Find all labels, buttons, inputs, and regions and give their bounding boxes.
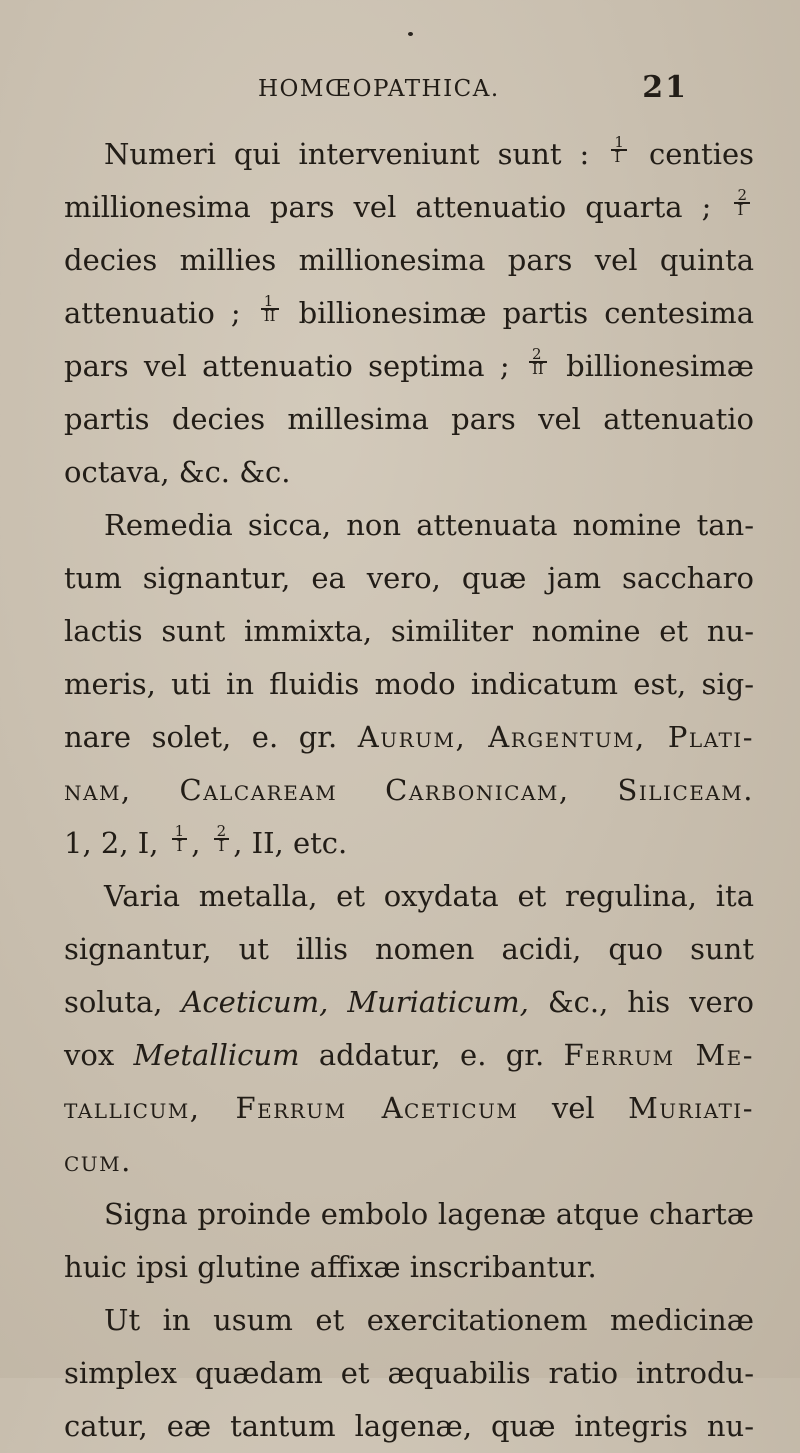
text-line: meris, uti in fluidis modo indicatum est, sig- [64, 667, 754, 701]
small-caps-fragment: Muriati- [628, 1091, 755, 1125]
text-line [64, 711, 754, 764]
running-title: HOMŒOPATHICA. [258, 76, 500, 102]
fraction: $\frac{2}{I}$ [214, 825, 230, 853]
text-fragment: attenuatio ; [64, 296, 241, 330]
text-line: simplex quædam et æquabilis ratio introdu- [64, 1356, 754, 1390]
text-line [64, 976, 754, 1029]
body-text [64, 128, 754, 1453]
text-fragment: pars vel attenuatio septima ; [64, 349, 510, 383]
text-line: decies millies millionesima pars vel quinta [64, 243, 754, 277]
text-fragment: soluta, [64, 985, 163, 1019]
text-fragment: Numeri qui interveniunt sunt : [104, 137, 590, 171]
fraction: $\frac{2}{II}$ [529, 348, 547, 376]
text-fragment: vox [64, 1038, 115, 1072]
text-fragment: vel [551, 1091, 595, 1125]
text-fragment: II, etc. [251, 826, 348, 860]
text-fragment: addatur, e. gr. [318, 1038, 545, 1072]
text-line [64, 287, 754, 340]
fraction: $\frac{1}{I}$ [611, 136, 627, 164]
italic-fragment: Aceticum, [181, 985, 329, 1019]
text-fragment: billionesimæ partis centesima [298, 296, 755, 330]
text-fragment: millionesima pars vel attenuatio quarta ; [64, 190, 712, 224]
running-header [258, 70, 688, 112]
text-fragment: &c., his vero [547, 985, 755, 1019]
small-caps-fragment: tallicum, Ferrum Aceticum [64, 1091, 519, 1125]
text-line: Signa proinde embolo lagenæ atque chartæ [104, 1197, 754, 1231]
text-fragment: centies [648, 137, 755, 171]
text-line [64, 1029, 754, 1082]
text-line: 1, 2, I, $\frac{1}{I}$ , $\frac{2}{I}$ , II, etc. [64, 822, 348, 860]
small-caps-fragment: Aurum, Argentum, Plati- [357, 720, 755, 754]
text-line: cum. [64, 1144, 132, 1178]
text-line: lactis sunt immixta, similiter nomine et nu- [64, 614, 754, 648]
text-line: Ut in usum et exercitationem medicinæ [104, 1303, 754, 1337]
fraction: $\frac{1}{I}$ [172, 825, 188, 853]
text-line: Remedia sicca, non attenuata nomine tan- [104, 508, 754, 542]
text-fragment: 1, 2, I, [64, 826, 159, 860]
fraction: $\frac{2}{I}$ [734, 189, 750, 217]
ink-speck [408, 32, 413, 36]
italic-fragment: Muriaticum, [347, 985, 529, 1019]
text-line: nam, Calcaream Carbonicam, Siliceam. [64, 773, 754, 807]
italic-fragment: Metallicum [133, 1038, 300, 1072]
text-line: catur, eæ tantum lagenæ, quæ integris nu- [64, 1409, 754, 1443]
text-line: octava, &c. &c. [64, 455, 291, 489]
text-line: partis decies millesima pars vel attenuatio [64, 402, 754, 436]
text-line [64, 128, 754, 181]
text-fragment: billionesimæ [566, 349, 755, 383]
text-line [64, 340, 754, 393]
text-fragment: nare solet, e. gr. [64, 720, 338, 754]
text-line: tum signantur, ea vero, quæ jam saccharo [64, 561, 754, 595]
text-line [64, 1082, 754, 1135]
page-number: 21 [642, 70, 688, 105]
small-caps-fragment: Ferrum Me- [563, 1038, 755, 1072]
text-line: huic ipsi glutine affixæ inscribantur. [64, 1250, 597, 1284]
fraction: $\frac{1}{II}$ [261, 295, 279, 323]
text-line [64, 181, 754, 234]
text-line: Varia metalla, et oxydata et regulina, ita [104, 879, 754, 913]
text-line: signantur, ut illis nomen acidi, quo sunt [64, 932, 754, 966]
